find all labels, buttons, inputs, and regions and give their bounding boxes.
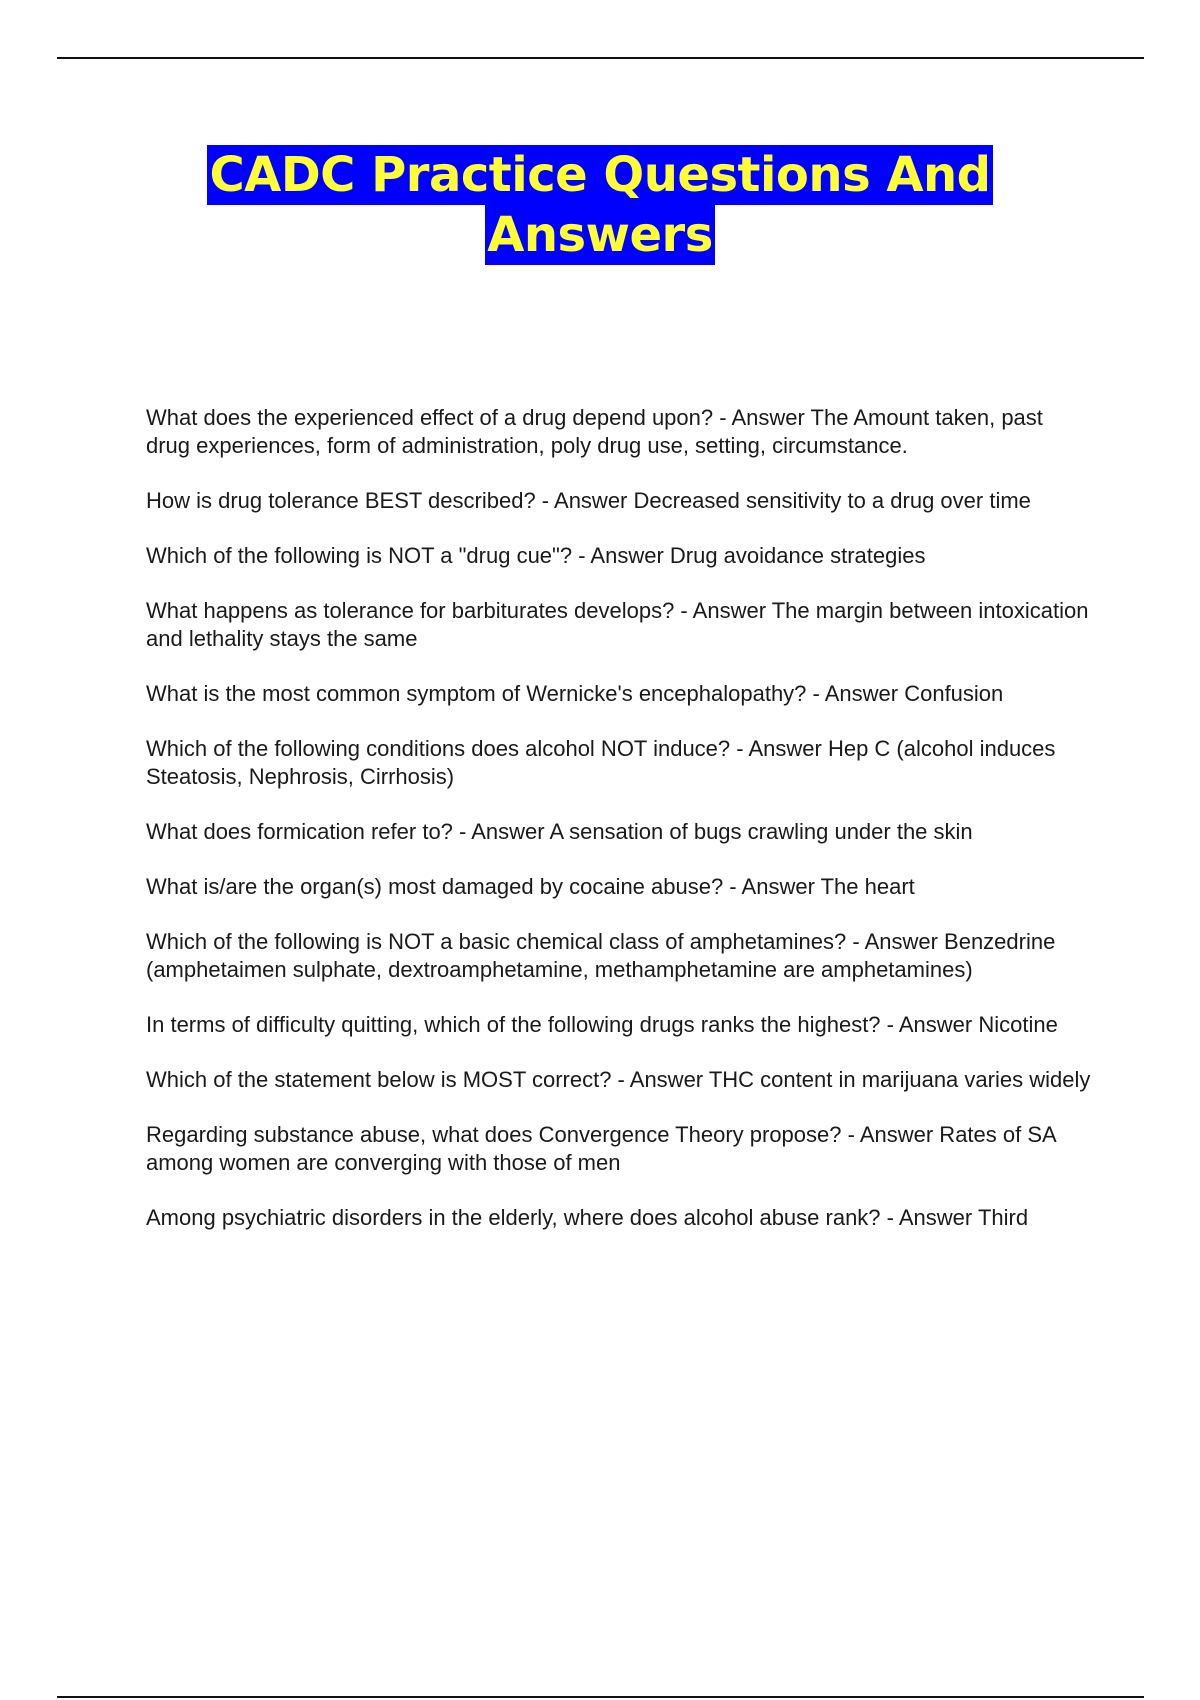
page-title bbox=[0, 145, 1200, 265]
qa-item-1: What does the experienced effect of a drug depend upon? - Answer The Amount taken, past drug experiences, form of administration, poly drug use, setting, circumstance. bbox=[146, 405, 1043, 458]
qa-item-11: Which of the statement below is MOST correct? - Answer THC content in marijuana varies widely bbox=[146, 1067, 1091, 1092]
qa-item-3: Which of the following is NOT a "drug cue"? - Answer Drug avoidance strategies bbox=[146, 543, 926, 568]
qa-item-8: What is/are the organ(s) most damaged by cocaine abuse? - Answer The heart bbox=[146, 874, 915, 899]
qa-item-7: What does formication refer to? - Answer A sensation of bugs crawling under the skin bbox=[146, 819, 973, 844]
qa-item-5: What is the most common symptom of Wernicke's encephalopathy? - Answer Confusion bbox=[146, 681, 1004, 706]
bottom-rule bbox=[57, 1696, 1144, 1698]
page-title-line-2: Answers bbox=[487, 207, 713, 263]
qa-item-10: In terms of difficulty quitting, which of the following drugs ranks the highest? - Answer Nicotine bbox=[146, 1012, 1058, 1037]
page-title-line-1: CADC Practice Questions And bbox=[209, 147, 991, 203]
qa-item-12: Regarding substance abuse, what does Convergence Theory propose? - Answer Rates of SA among women are converging with those of men bbox=[146, 1122, 1056, 1175]
qa-item-13: Among psychiatric disorders in the elderly, where does alcohol abuse rank? - Answer Third bbox=[146, 1205, 1029, 1230]
top-rule bbox=[57, 57, 1144, 59]
qa-list bbox=[146, 404, 1091, 1259]
qa-item-9: Which of the following is NOT a basic chemical class of amphetamines? - Answer Benzedrine (amphetaimen sulphate, dextroamphetamine, methamphetamine are amphetamines) bbox=[146, 929, 1056, 982]
qa-item-6: Which of the following conditions does alcohol NOT induce? - Answer Hep C (alcohol induces Steatosis, Nephrosis, Cirrhosis) bbox=[146, 736, 1056, 789]
qa-item-2: How is drug tolerance BEST described? - Answer Decreased sensitivity to a drug over time bbox=[146, 488, 1031, 513]
qa-item-4: What happens as tolerance for barbiturates develops? - Answer The margin between intoxication and lethality stays the same bbox=[146, 598, 1089, 651]
